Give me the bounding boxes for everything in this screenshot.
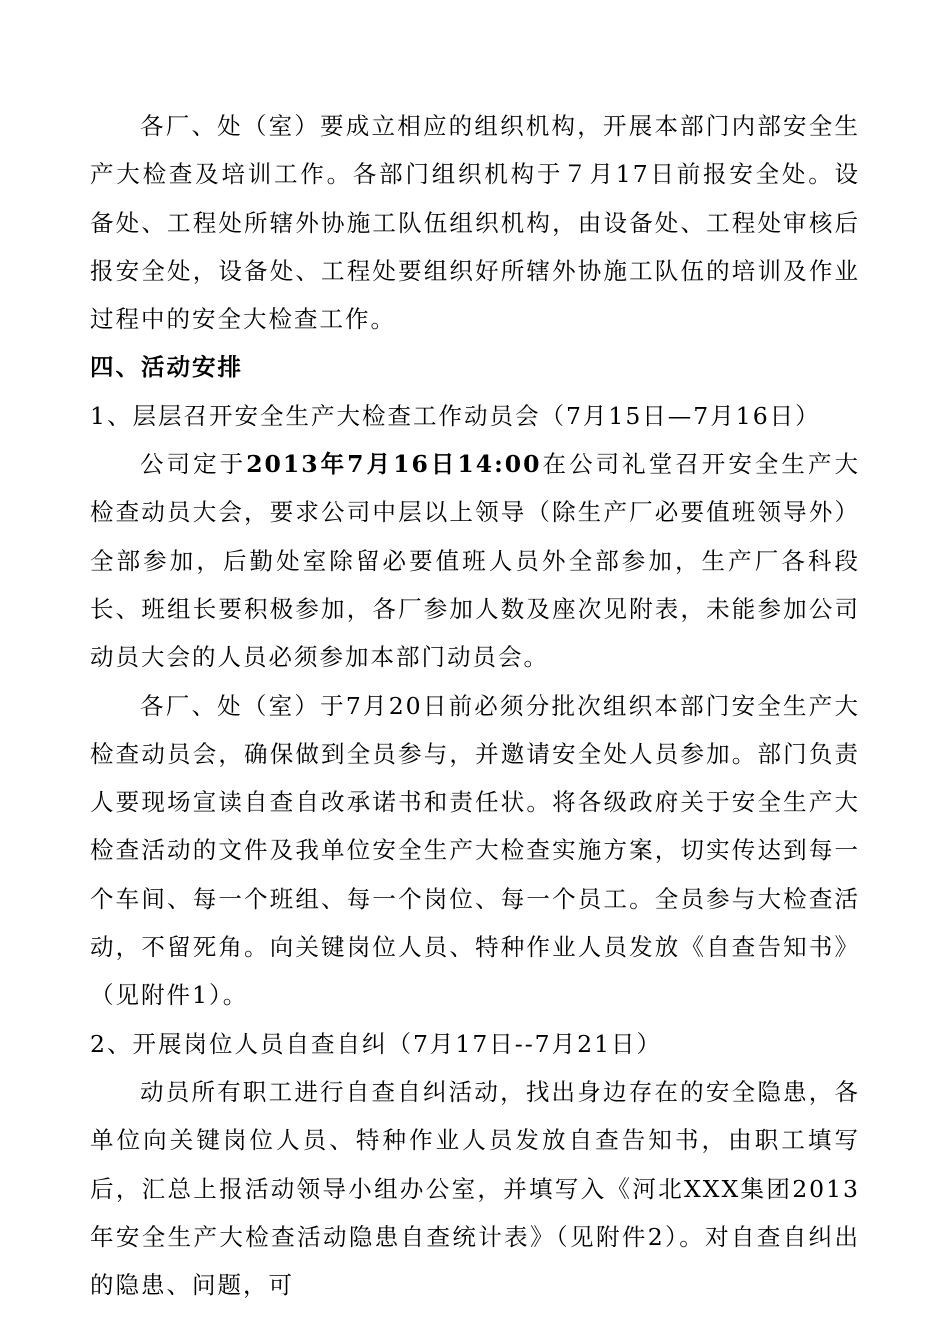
meeting-text-after: 在公司礼堂召开安全生产大检查动员大会，要求公司中层以上领导（除生产厂必要值班领导外）全部参加，后勤处室除留必要值班人员外全部参加，生产厂各科段长、班组长要积极参加，各厂参加人数及座次见附表，未能参加公司动员大会的人员必须参加本部门动员会。 [90, 450, 861, 672]
item-heading-self-inspection: 2、开展岗位人员自查自纠（7月17日--7月21日） [90, 1029, 663, 1058]
meeting-text-before: 公司定于 [140, 450, 247, 479]
paragraph-department-meetings: 各厂、处（室）于7月20日前必须分批次组织本部门安全生产大检查动员会，确保做到全员参与，并邀请安全处人员参加。部门负责人要现场宣读自查自改承诺书和责任状。将各级政府关于安全生产大检查活动的文件及我单位安全生产大检查实施方案，切实传达到每一个车间、每一个班组、每一个岗位、每一个员工。全员参与大检查活动，不留死角。向关键岗位人员、特种作业人员发放《自查告知书》（见附件1）。 [90, 691, 860, 1010]
paragraph-company-meeting [90, 440, 860, 681]
paragraph-self-inspection: 动员所有职工进行自查自纠活动，找出身边存在的安全隐患，各单位向关键岗位人员、特种作业人员发放自查告知书，由职工填写后，汇总上报活动领导小组办公室，并填写入《河北XXX集团2013年安全生产大检查活动隐患自查统计表》（见附件2）。对自查自纠出的隐患、问题，可 [90, 1077, 860, 1300]
item-heading-mobilization-meeting: 1、层层召开安全生产大检查工作动员会（7月15日—7月16日） [90, 401, 821, 430]
document-body [90, 102, 860, 1309]
meeting-datetime: 2013年7月16日14:00 [246, 450, 542, 479]
section-heading-activity-arrangement: 四、活动安排 [90, 353, 243, 382]
paragraph-organization: 各厂、处（室）要成立相应的组织机构，开展本部门内部安全生产大检查及培训工作。各部门组织机构于７月17日前报安全处。设备处、工程处所辖外协施工队伍组织机构，由设备处、工程处审核后报安全处，设备处、工程处要组织好所辖外协施工队伍的培训及作业过程中的安全大检查工作。 [90, 112, 860, 334]
